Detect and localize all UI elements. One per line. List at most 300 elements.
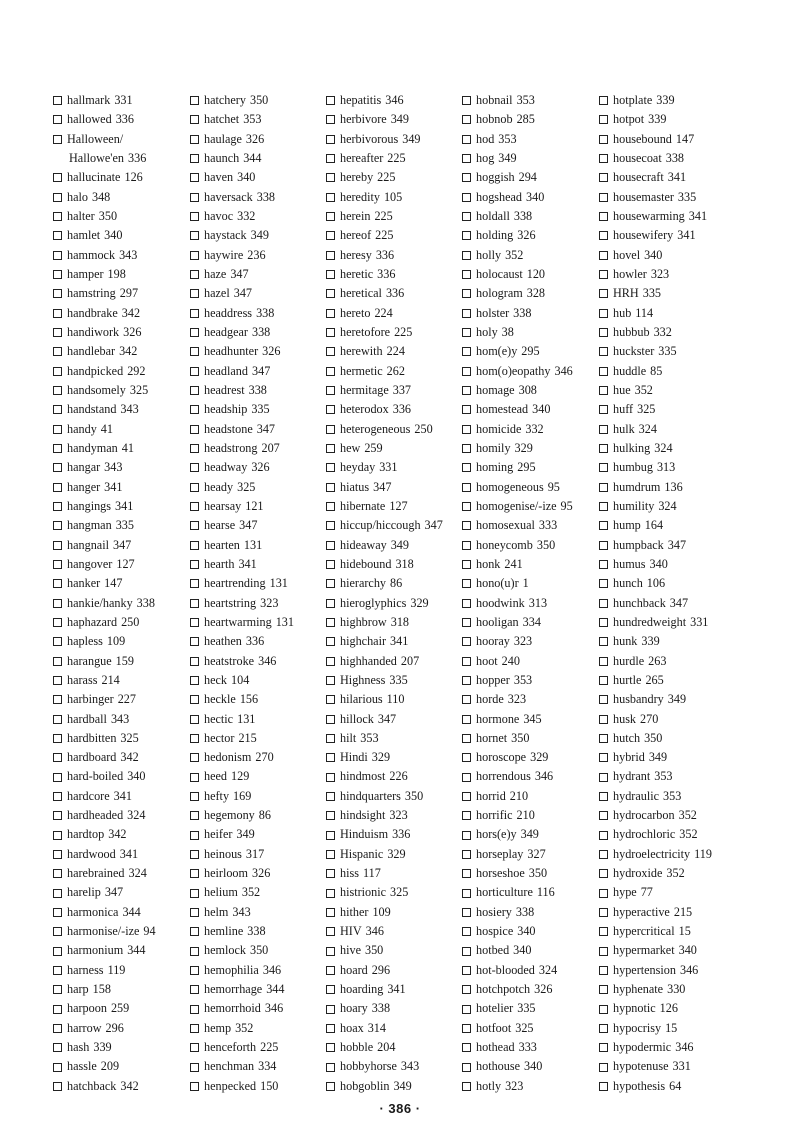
checkbox-icon[interactable]: [53, 367, 62, 376]
checkbox-icon[interactable]: [190, 831, 199, 840]
checkbox-icon[interactable]: [53, 773, 62, 782]
entry-word: housecraft: [613, 170, 664, 185]
checkbox-icon[interactable]: [599, 850, 608, 859]
checkbox-icon[interactable]: [53, 850, 62, 859]
checkbox-icon[interactable]: [326, 966, 335, 975]
checkbox-icon[interactable]: [326, 753, 335, 762]
checkbox-icon[interactable]: [53, 676, 62, 685]
entry-word: hutch: [613, 730, 641, 745]
checkbox-icon[interactable]: [326, 502, 335, 511]
checkbox-icon[interactable]: [53, 695, 62, 704]
checkbox-icon[interactable]: [190, 715, 199, 724]
checkbox-icon[interactable]: [53, 1024, 62, 1033]
checkbox-icon[interactable]: [190, 908, 199, 917]
entry-word: henchman: [204, 1059, 255, 1074]
checkbox-icon[interactable]: [326, 1043, 335, 1052]
checkbox-icon[interactable]: [190, 96, 199, 105]
checkbox-icon[interactable]: [53, 1005, 62, 1014]
checkbox-icon[interactable]: [53, 444, 62, 453]
checkbox-icon[interactable]: [190, 367, 199, 376]
checkbox-icon[interactable]: [462, 386, 471, 395]
checkbox-icon[interactable]: [599, 193, 608, 202]
checkbox-icon[interactable]: [190, 251, 199, 260]
checkbox-icon[interactable]: [190, 289, 199, 298]
checkbox-icon[interactable]: [599, 695, 608, 704]
checkbox-icon[interactable]: [53, 657, 62, 666]
entry-page-ref: 324: [654, 440, 673, 455]
checkbox-icon[interactable]: [190, 985, 199, 994]
checkbox-icon[interactable]: [599, 289, 608, 298]
checkbox-icon[interactable]: [53, 231, 62, 240]
checkbox-icon[interactable]: [462, 753, 471, 762]
checkbox-icon[interactable]: [53, 618, 62, 627]
checkbox-icon[interactable]: [462, 193, 471, 202]
checkbox-icon[interactable]: [190, 521, 199, 530]
checkbox-icon[interactable]: [326, 1063, 335, 1072]
entry-page-ref: 339: [641, 634, 660, 649]
entry-page-ref: 147: [675, 131, 695, 146]
checkbox-icon[interactable]: [53, 386, 62, 395]
checkbox-icon[interactable]: [462, 463, 471, 472]
checkbox-icon[interactable]: [462, 947, 471, 956]
checkbox-icon[interactable]: [190, 425, 199, 434]
checkbox-icon[interactable]: [462, 444, 471, 453]
checkbox-icon[interactable]: [190, 734, 199, 743]
entry-word: hobnail: [476, 93, 513, 107]
word-entry: [599, 246, 739, 265]
checkbox-icon[interactable]: [190, 560, 199, 569]
entry-page-ref: 336: [115, 112, 134, 127]
checkbox-icon[interactable]: [190, 695, 199, 704]
entry-page-ref: 159: [115, 653, 134, 668]
checkbox-icon[interactable]: [462, 637, 471, 646]
word-entry: [599, 710, 739, 729]
checkbox-icon[interactable]: [599, 405, 608, 414]
checkbox-icon[interactable]: [53, 811, 62, 820]
checkbox-icon[interactable]: [462, 502, 471, 511]
checkbox-icon[interactable]: [190, 1082, 199, 1091]
entry-page-ref: 339: [93, 1040, 112, 1055]
word-entry: [190, 110, 330, 129]
checkbox-icon[interactable]: [326, 734, 335, 743]
checkbox-icon[interactable]: [599, 483, 608, 492]
checkbox-icon[interactable]: [326, 850, 335, 859]
checkbox-icon[interactable]: [326, 115, 335, 124]
checkbox-icon[interactable]: [462, 135, 471, 144]
checkbox-icon[interactable]: [462, 715, 471, 724]
checkbox-icon[interactable]: [53, 463, 62, 472]
checkbox-icon[interactable]: [326, 831, 335, 840]
checkbox-icon[interactable]: [53, 734, 62, 743]
checkbox-icon[interactable]: [599, 386, 608, 395]
checkbox-icon[interactable]: [190, 773, 199, 782]
entry-word: humpback: [613, 537, 664, 552]
checkbox-icon[interactable]: [599, 599, 608, 608]
checkbox-icon[interactable]: [53, 483, 62, 492]
entry-page-ref: 131: [269, 576, 288, 591]
checkbox-icon[interactable]: [53, 753, 62, 762]
checkbox-icon[interactable]: [462, 212, 471, 221]
entry-page-ref: 347: [104, 885, 124, 900]
checkbox-icon[interactable]: [190, 1063, 199, 1072]
checkbox-icon[interactable]: [326, 135, 335, 144]
checkbox-icon[interactable]: [462, 889, 471, 898]
checkbox-icon[interactable]: [53, 831, 62, 840]
checkbox-icon[interactable]: [462, 792, 471, 801]
checkbox-icon[interactable]: [190, 599, 199, 608]
word-entry: [326, 1077, 466, 1096]
checkbox-icon[interactable]: [326, 560, 335, 569]
checkbox-icon[interactable]: [53, 579, 62, 588]
checkbox-icon[interactable]: [462, 154, 471, 163]
checkbox-icon[interactable]: [53, 115, 62, 124]
checkbox-icon[interactable]: [53, 521, 62, 530]
checkbox-icon[interactable]: [190, 193, 199, 202]
checkbox-icon[interactable]: [53, 96, 62, 105]
checkbox-icon[interactable]: [190, 135, 199, 144]
checkbox-icon[interactable]: [190, 502, 199, 511]
checkbox-icon[interactable]: [326, 96, 335, 105]
checkbox-icon[interactable]: [326, 444, 335, 453]
checkbox-icon[interactable]: [53, 637, 62, 646]
checkbox-icon[interactable]: [462, 270, 471, 279]
checkbox-icon[interactable]: [599, 985, 608, 994]
checkbox-icon[interactable]: [462, 1005, 471, 1014]
checkbox-icon[interactable]: [462, 521, 471, 530]
word-entry: [599, 690, 739, 709]
checkbox-icon[interactable]: [53, 289, 62, 298]
checkbox-icon[interactable]: [190, 869, 199, 878]
checkbox-icon[interactable]: [462, 405, 471, 414]
checkbox-icon[interactable]: [190, 889, 199, 898]
checkbox-icon[interactable]: [599, 560, 608, 569]
checkbox-icon[interactable]: [599, 753, 608, 762]
checkbox-icon[interactable]: [190, 154, 199, 163]
checkbox-icon[interactable]: [462, 328, 471, 337]
checkbox-icon[interactable]: [190, 927, 199, 936]
word-entry: [462, 381, 602, 400]
checkbox-icon[interactable]: [462, 579, 471, 588]
checkbox-icon[interactable]: [462, 541, 471, 550]
checkbox-icon[interactable]: [462, 695, 471, 704]
checkbox-icon[interactable]: [190, 309, 199, 318]
checkbox-icon[interactable]: [462, 309, 471, 318]
checkbox-icon[interactable]: [326, 1005, 335, 1014]
checkbox-icon[interactable]: [599, 328, 608, 337]
checkbox-icon[interactable]: [190, 270, 199, 279]
checkbox-icon[interactable]: [326, 792, 335, 801]
checkbox-icon[interactable]: [326, 1024, 335, 1033]
checkbox-icon[interactable]: [190, 1024, 199, 1033]
checkbox-icon[interactable]: [190, 947, 199, 956]
checkbox-icon[interactable]: [599, 96, 608, 105]
checkbox-icon[interactable]: [190, 676, 199, 685]
checkbox-icon[interactable]: [599, 425, 608, 434]
checkbox-icon[interactable]: [53, 193, 62, 202]
checkbox-icon[interactable]: [53, 328, 62, 337]
checkbox-icon[interactable]: [326, 618, 335, 627]
checkbox-icon[interactable]: [190, 541, 199, 550]
checkbox-icon[interactable]: [326, 212, 335, 221]
checkbox-icon[interactable]: [599, 966, 608, 975]
checkbox-icon[interactable]: [53, 792, 62, 801]
checkbox-icon[interactable]: [462, 908, 471, 917]
checkbox-icon[interactable]: [599, 1005, 608, 1014]
checkbox-icon[interactable]: [599, 637, 608, 646]
checkbox-icon[interactable]: [326, 251, 335, 260]
checkbox-icon[interactable]: [462, 966, 471, 975]
checkbox-icon[interactable]: [599, 734, 608, 743]
entry-page-ref: 349: [393, 1078, 412, 1093]
entry-page-ref: 270: [640, 711, 659, 726]
checkbox-icon[interactable]: [190, 792, 199, 801]
checkbox-icon[interactable]: [462, 425, 471, 434]
checkbox-icon[interactable]: [599, 773, 608, 782]
checkbox-icon[interactable]: [53, 1063, 62, 1072]
checkbox-icon[interactable]: [326, 811, 335, 820]
checkbox-icon[interactable]: [190, 347, 199, 356]
checkbox-icon[interactable]: [326, 463, 335, 472]
checkbox-icon[interactable]: [190, 231, 199, 240]
checkbox-icon[interactable]: [190, 753, 199, 762]
entry-word: hepatitis: [340, 93, 382, 107]
checkbox-icon[interactable]: [326, 289, 335, 298]
checkbox-icon[interactable]: [190, 657, 199, 666]
checkbox-icon[interactable]: [462, 173, 471, 182]
entry-page-ref: 347: [252, 363, 271, 378]
checkbox-icon[interactable]: [599, 270, 608, 279]
checkbox-icon[interactable]: [326, 927, 335, 936]
checkbox-icon[interactable]: [326, 367, 335, 376]
checkbox-icon[interactable]: [462, 1063, 471, 1072]
checkbox-icon[interactable]: [599, 115, 608, 124]
checkbox-icon[interactable]: [326, 637, 335, 646]
checkbox-icon[interactable]: [462, 483, 471, 492]
checkbox-icon[interactable]: [599, 367, 608, 376]
checkbox-icon[interactable]: [599, 947, 608, 956]
checkbox-icon[interactable]: [462, 1043, 471, 1052]
checkbox-icon[interactable]: [599, 251, 608, 260]
checkbox-icon[interactable]: [53, 1043, 62, 1052]
checkbox-icon[interactable]: [599, 1082, 608, 1091]
checkbox-icon[interactable]: [326, 889, 335, 898]
checkbox-icon[interactable]: [599, 231, 608, 240]
checkbox-icon[interactable]: [190, 483, 199, 492]
checkbox-icon[interactable]: [599, 657, 608, 666]
checkbox-icon[interactable]: [462, 599, 471, 608]
checkbox-icon[interactable]: [326, 231, 335, 240]
checkbox-icon[interactable]: [462, 676, 471, 685]
checkbox-icon[interactable]: [326, 773, 335, 782]
checkbox-icon[interactable]: [462, 927, 471, 936]
checkbox-icon[interactable]: [190, 618, 199, 627]
checkbox-icon[interactable]: [190, 850, 199, 859]
checkbox-icon[interactable]: [462, 657, 471, 666]
checkbox-icon[interactable]: [326, 270, 335, 279]
checkbox-icon[interactable]: [190, 328, 199, 337]
checkbox-icon[interactable]: [599, 618, 608, 627]
checkbox-icon[interactable]: [462, 773, 471, 782]
checkbox-icon[interactable]: [326, 309, 335, 318]
checkbox-icon[interactable]: [53, 541, 62, 550]
word-entry: [190, 497, 330, 516]
checkbox-icon[interactable]: [190, 212, 199, 221]
checkbox-icon[interactable]: [190, 405, 199, 414]
checkbox-icon[interactable]: [326, 347, 335, 356]
checkbox-icon[interactable]: [326, 985, 335, 994]
checkbox-icon[interactable]: [462, 1082, 471, 1091]
checkbox-icon[interactable]: [190, 966, 199, 975]
entry-page-ref: 331: [690, 614, 709, 629]
checkbox-icon[interactable]: [462, 618, 471, 627]
checkbox-icon[interactable]: [326, 947, 335, 956]
checkbox-icon[interactable]: [599, 347, 608, 356]
checkbox-icon[interactable]: [190, 1043, 199, 1052]
checkbox-icon[interactable]: [190, 1005, 199, 1014]
checkbox-icon[interactable]: [326, 386, 335, 395]
checkbox-icon[interactable]: [53, 966, 62, 975]
checkbox-icon[interactable]: [599, 463, 608, 472]
checkbox-icon[interactable]: [326, 715, 335, 724]
checkbox-icon[interactable]: [326, 483, 335, 492]
entry-word: hotbed: [476, 943, 510, 958]
checkbox-icon[interactable]: [462, 367, 471, 376]
checkbox-icon[interactable]: [462, 850, 471, 859]
checkbox-icon[interactable]: [599, 135, 608, 144]
checkbox-icon[interactable]: [599, 541, 608, 550]
checkbox-icon[interactable]: [53, 173, 62, 182]
checkbox-icon[interactable]: [53, 927, 62, 936]
checkbox-icon[interactable]: [326, 657, 335, 666]
checkbox-icon[interactable]: [326, 579, 335, 588]
checkbox-icon[interactable]: [53, 135, 62, 144]
entry-page-ref: 349: [390, 537, 409, 552]
checkbox-icon[interactable]: [53, 869, 62, 878]
entry-page-ref: 323: [650, 266, 670, 281]
word-entry: [599, 825, 739, 844]
checkbox-icon[interactable]: [53, 309, 62, 318]
checkbox-icon[interactable]: [326, 173, 335, 182]
checkbox-icon[interactable]: [599, 212, 608, 221]
checkbox-icon[interactable]: [462, 347, 471, 356]
checkbox-icon[interactable]: [599, 676, 608, 685]
checkbox-icon[interactable]: [462, 985, 471, 994]
checkbox-icon[interactable]: [53, 947, 62, 956]
checkbox-icon[interactable]: [53, 560, 62, 569]
checkbox-icon[interactable]: [462, 734, 471, 743]
checkbox-icon[interactable]: [462, 831, 471, 840]
checkbox-icon[interactable]: [326, 908, 335, 917]
checkbox-icon[interactable]: [599, 1043, 608, 1052]
entry-page-ref: 341: [667, 170, 687, 185]
checkbox-icon[interactable]: [599, 927, 608, 936]
checkbox-icon[interactable]: [190, 173, 199, 182]
word-entry: [599, 1019, 739, 1038]
checkbox-icon[interactable]: [599, 154, 608, 163]
checkbox-icon[interactable]: [326, 869, 335, 878]
checkbox-icon[interactable]: [326, 541, 335, 550]
entry-word: hindsight: [340, 808, 386, 823]
checkbox-icon[interactable]: [326, 695, 335, 704]
checkbox-icon[interactable]: [599, 173, 608, 182]
checkbox-icon[interactable]: [53, 212, 62, 221]
checkbox-icon[interactable]: [53, 405, 62, 414]
checkbox-icon[interactable]: [326, 599, 335, 608]
checkbox-icon[interactable]: [190, 115, 199, 124]
checkbox-icon[interactable]: [462, 560, 471, 569]
word-entry: [190, 671, 330, 690]
checkbox-icon[interactable]: [599, 792, 608, 801]
entry-page-ref: 158: [92, 982, 111, 997]
word-entry: [462, 922, 602, 941]
checkbox-icon[interactable]: [53, 599, 62, 608]
checkbox-icon[interactable]: [326, 328, 335, 337]
checkbox-icon[interactable]: [190, 386, 199, 395]
word-entry: [462, 825, 602, 844]
checkbox-icon[interactable]: [462, 96, 471, 105]
checkbox-icon[interactable]: [462, 289, 471, 298]
checkbox-icon[interactable]: [190, 463, 199, 472]
checkbox-icon[interactable]: [462, 231, 471, 240]
checkbox-icon[interactable]: [190, 637, 199, 646]
checkbox-icon[interactable]: [53, 502, 62, 511]
checkbox-icon[interactable]: [326, 425, 335, 434]
checkbox-icon[interactable]: [599, 309, 608, 318]
checkbox-icon[interactable]: [53, 715, 62, 724]
checkbox-icon[interactable]: [599, 521, 608, 530]
checkbox-icon[interactable]: [53, 1082, 62, 1091]
checkbox-icon[interactable]: [326, 1082, 335, 1091]
checkbox-icon[interactable]: [190, 811, 199, 820]
checkbox-icon[interactable]: [326, 676, 335, 685]
checkbox-icon[interactable]: [326, 193, 335, 202]
checkbox-icon[interactable]: [462, 1024, 471, 1033]
checkbox-icon[interactable]: [462, 251, 471, 260]
checkbox-icon[interactable]: [53, 251, 62, 260]
word-entry: [462, 787, 602, 806]
checkbox-icon[interactable]: [599, 715, 608, 724]
checkbox-icon[interactable]: [462, 811, 471, 820]
checkbox-icon[interactable]: [599, 1063, 608, 1072]
checkbox-icon[interactable]: [326, 521, 335, 530]
checkbox-icon[interactable]: [599, 502, 608, 511]
checkbox-icon[interactable]: [599, 1024, 608, 1033]
checkbox-icon[interactable]: [326, 154, 335, 163]
checkbox-icon[interactable]: [462, 115, 471, 124]
word-entry: [190, 1038, 330, 1057]
checkbox-icon[interactable]: [599, 831, 608, 840]
checkbox-icon[interactable]: [190, 579, 199, 588]
checkbox-icon[interactable]: [53, 425, 62, 434]
entry-page-ref: 263: [648, 653, 667, 668]
checkbox-icon[interactable]: [53, 270, 62, 279]
checkbox-icon[interactable]: [599, 811, 608, 820]
checkbox-icon[interactable]: [190, 444, 199, 453]
checkbox-icon[interactable]: [326, 405, 335, 414]
entry-word: haunch: [204, 150, 240, 165]
checkbox-icon[interactable]: [53, 985, 62, 994]
checkbox-icon[interactable]: [599, 579, 608, 588]
checkbox-icon[interactable]: [599, 869, 608, 878]
checkbox-icon[interactable]: [53, 889, 62, 898]
checkbox-icon[interactable]: [53, 347, 62, 356]
checkbox-icon[interactable]: [53, 908, 62, 917]
checkbox-icon[interactable]: [599, 444, 608, 453]
checkbox-icon[interactable]: [462, 869, 471, 878]
checkbox-icon[interactable]: [599, 889, 608, 898]
entry-word: homestead: [476, 402, 529, 417]
checkbox-icon[interactable]: [599, 908, 608, 917]
